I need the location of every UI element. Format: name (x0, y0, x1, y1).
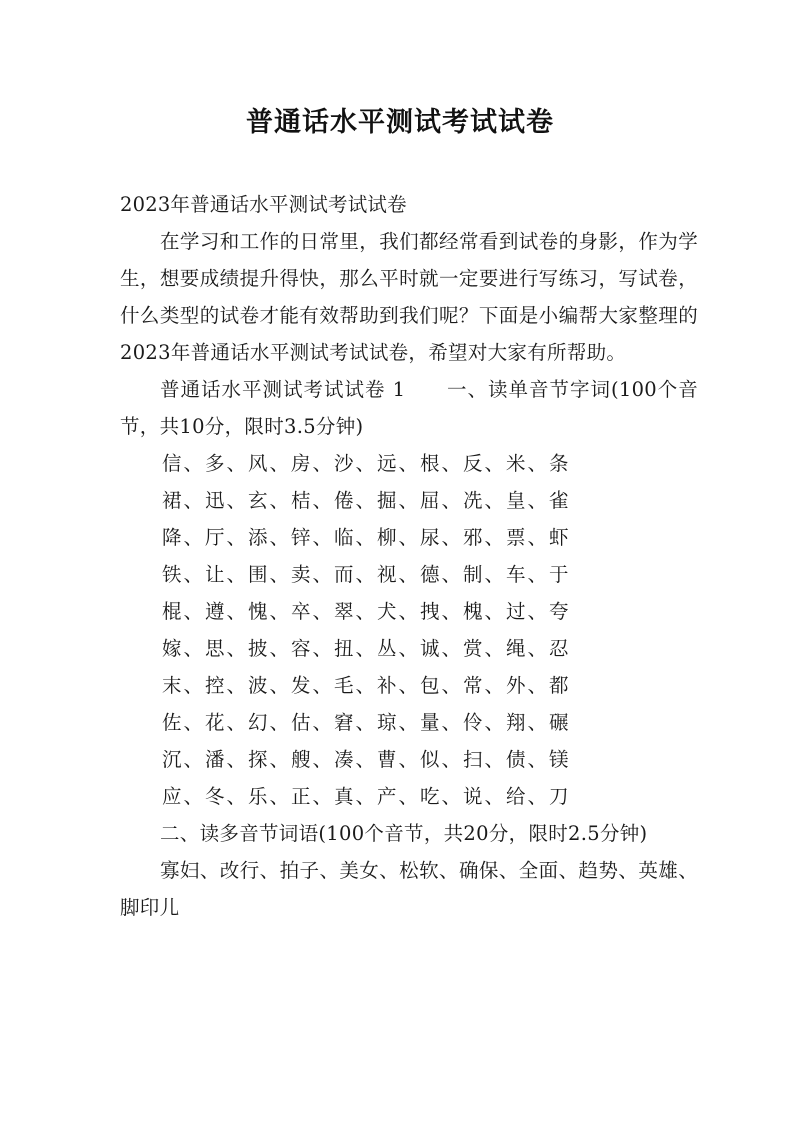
document-title: 普通话水平测试考试试卷 (246, 107, 554, 138)
section1-heading: 普通话水平测试考试试卷 1 一、读单音节字词(100个音节，共10分，限时3.5分钟) (120, 378, 698, 438)
char-row: 嫁、思、披、容、扭、丛、诚、赏、绳、忍 (162, 637, 571, 660)
section2-words: 寡妇、改行、拍子、美女、松软、确保、全面、趋势、英雄、脚印儿 (120, 859, 698, 919)
char-list (120, 445, 698, 815)
section2-heading: 二、读多音节词语(100个音节，共20分，限时2.5分钟) (160, 822, 648, 845)
intro-paragraph: 在学习和工作的日常里，我们都经常看到试卷的身影，作为学生，想要成绩提升得快，那么平时就一定要进行写练习，写试卷，什么类型的试卷才能有效帮助到我们呢？下面是小编帮大家整理的2023年普通话水平测试考试试卷，希望对大家有所帮助。 (120, 230, 698, 364)
char-row: 信、多、风、房、沙、远、根、反、米、条 (162, 452, 571, 475)
char-row: 降、厅、添、锌、临、柳、尿、邪、票、虾 (162, 526, 571, 549)
document-subtitle: 2023年普通话水平测试考试试卷 (120, 193, 407, 216)
char-row: 佐、花、幻、估、窘、琼、量、伶、翔、碾 (162, 711, 571, 734)
char-row: 裙、迅、玄、桔、倦、掘、屈、冼、皇、雀 (162, 489, 571, 512)
char-row: 棍、遵、愧、卒、翠、犬、拽、槐、过、夸 (162, 600, 571, 623)
char-row: 应、冬、乐、正、真、产、吃、说、给、刀 (162, 785, 571, 808)
char-row: 末、控、波、发、毛、补、包、常、外、都 (162, 674, 571, 697)
char-row: 铁、让、围、卖、而、视、德、制、车、于 (162, 563, 571, 586)
char-row: 沉、潘、探、艘、凑、曹、似、扫、债、镁 (162, 748, 571, 771)
document-body (120, 186, 698, 926)
